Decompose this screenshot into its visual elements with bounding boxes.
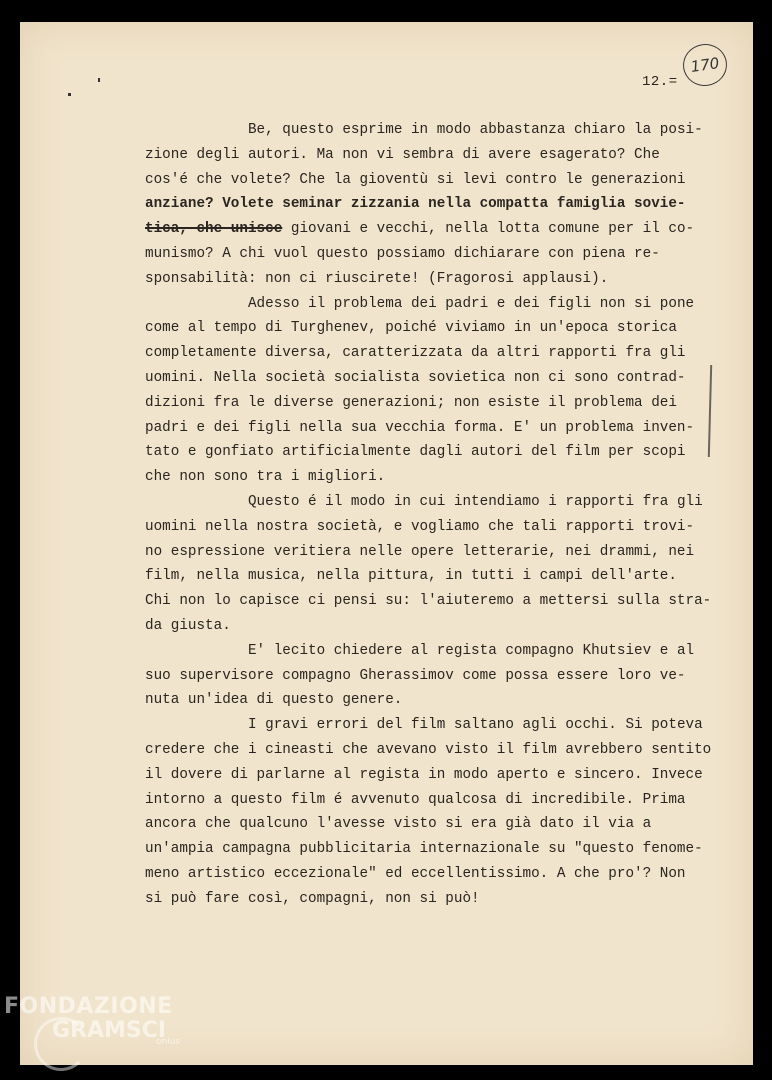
text-line-content: film, nella musica, nella pittura, in tutti i campi dell'arte. xyxy=(145,568,677,585)
archive-stamp-number: 170 xyxy=(689,54,721,76)
text-line-content: giovani e vecchi, nella lotta comune per il co- xyxy=(282,221,695,238)
text-line-content: I gravi errori del film saltano agli occhi. Si poteva xyxy=(247,717,703,734)
text-line xyxy=(145,316,725,341)
text-line xyxy=(145,242,725,267)
text-line xyxy=(145,788,725,813)
typewritten-text xyxy=(145,118,725,912)
text-line xyxy=(145,589,725,614)
text-line xyxy=(145,763,725,788)
text-line-content: da giusta. xyxy=(145,617,231,634)
text-line xyxy=(145,862,725,887)
text-line xyxy=(145,837,725,862)
text-line-content: si può fare così, compagni, non si può! xyxy=(145,890,480,907)
text-line xyxy=(145,515,725,540)
text-line xyxy=(145,118,725,143)
text-line-content: dizioni fra le diverse generazioni; non esiste il problema dei xyxy=(145,394,677,411)
watermark xyxy=(4,996,180,1047)
text-line xyxy=(145,217,725,242)
text-line-content: nuta un'idea di questo genere. xyxy=(145,692,403,709)
text-line-content: un'ampia campagna pubblicitaria internazionale su "questo fenome- xyxy=(145,841,703,858)
text-line xyxy=(145,639,725,664)
text-line xyxy=(145,812,725,837)
text-line xyxy=(145,887,725,912)
text-line-content: no espressione veritiera nelle opere letterarie, nei drammi, nei xyxy=(145,543,695,560)
text-line xyxy=(145,540,725,565)
text-line-content: uomini nella nostra società, e vogliamo che tali rapporti trovi- xyxy=(145,518,695,535)
watermark-line-3: onlus xyxy=(156,1037,181,1047)
margin-dot xyxy=(98,78,100,82)
text-line xyxy=(145,416,725,441)
text-line-content: padri e dei figli nella sua vecchia forma. E' un problema inven- xyxy=(145,419,695,436)
text-line xyxy=(145,664,725,689)
text-line-content: Chi non lo capisce ci pensi su: l'aiuteremo a mettersi sulla stra- xyxy=(145,593,712,610)
text-line-content: Be, questo esprime in modo abbastanza chiaro la posi- xyxy=(247,122,703,138)
margin-dot xyxy=(68,93,71,96)
text-line-content: suo supervisore compagno Gherassimov come possa essere loro ve- xyxy=(145,667,686,684)
text-line xyxy=(145,192,725,217)
text-line-content: E' lecito chiedere al regista compagno Khutsiev e al xyxy=(247,642,695,659)
text-line-content: credere che i cineasti che avevano visto il film avrebbero sentito xyxy=(145,741,712,758)
text-line xyxy=(145,168,725,193)
text-line-content: meno artistico eccezionale" ed eccellentissimo. A che pro'? Non xyxy=(145,865,686,882)
text-line xyxy=(145,713,725,738)
text-line-content: completamente diversa, caratterizzata da altri rapporti fra gli xyxy=(145,345,686,362)
text-line-content: come al tempo di Turghenev, poiché viviamo in un'epoca storica xyxy=(145,320,677,337)
text-line-content: il dovere di parlarne al regista in modo aperto e sincero. Invece xyxy=(145,766,703,783)
text-line-content: Adesso il problema dei padri e dei figli non si pone xyxy=(247,295,695,312)
text-line xyxy=(145,391,725,416)
text-line-content: zione degli autori. Ma non vi sembra di avere esagerato? Che xyxy=(145,146,660,163)
text-line-content: ancora che qualcuno l'avesse visto si era già dato il via a xyxy=(145,816,652,833)
text-line xyxy=(145,738,725,763)
text-line xyxy=(145,341,725,366)
struck-text: tica, che unisce xyxy=(145,221,283,238)
text-line xyxy=(145,366,725,391)
text-line xyxy=(145,688,725,713)
watermark-line-2: GRAMSCI xyxy=(52,1018,167,1043)
text-line-content: anziane? Volete seminar zizzania nella compatta famiglia sovie- xyxy=(145,196,686,213)
text-line-content: tato e gonfiato artificialmente dagli autori del film per scopi xyxy=(145,444,686,461)
text-line-content: uomini. Nella società socialista sovietica non ci sono contrad- xyxy=(145,369,686,386)
text-line xyxy=(145,614,725,639)
text-line xyxy=(145,490,725,515)
text-line xyxy=(145,564,725,589)
text-line xyxy=(145,267,725,292)
text-line-content: cos'é che volete? Che la gioventù si levi contro le generazioni xyxy=(145,171,686,188)
text-line-content: Questo é il modo in cui intendiamo i rapporti fra gli xyxy=(247,493,703,510)
watermark-line-1: FONDAZIONE xyxy=(4,994,173,1019)
text-line-content: munismo? A chi vuol questo possiamo dichiarare con piena re- xyxy=(145,245,660,262)
page-number: 12.= xyxy=(642,74,678,90)
text-line-content: intorno a questo film é avvenuto qualcosa di incredibile. Prima xyxy=(145,791,686,808)
text-line xyxy=(145,440,725,465)
text-line xyxy=(145,143,725,168)
text-line-content: sponsabilità: non ci riuscirete! (Fragorosi applausi). xyxy=(145,270,609,287)
text-line xyxy=(145,292,725,317)
text-line-content: che non sono tra i migliori. xyxy=(145,469,386,486)
text-line xyxy=(145,465,725,490)
